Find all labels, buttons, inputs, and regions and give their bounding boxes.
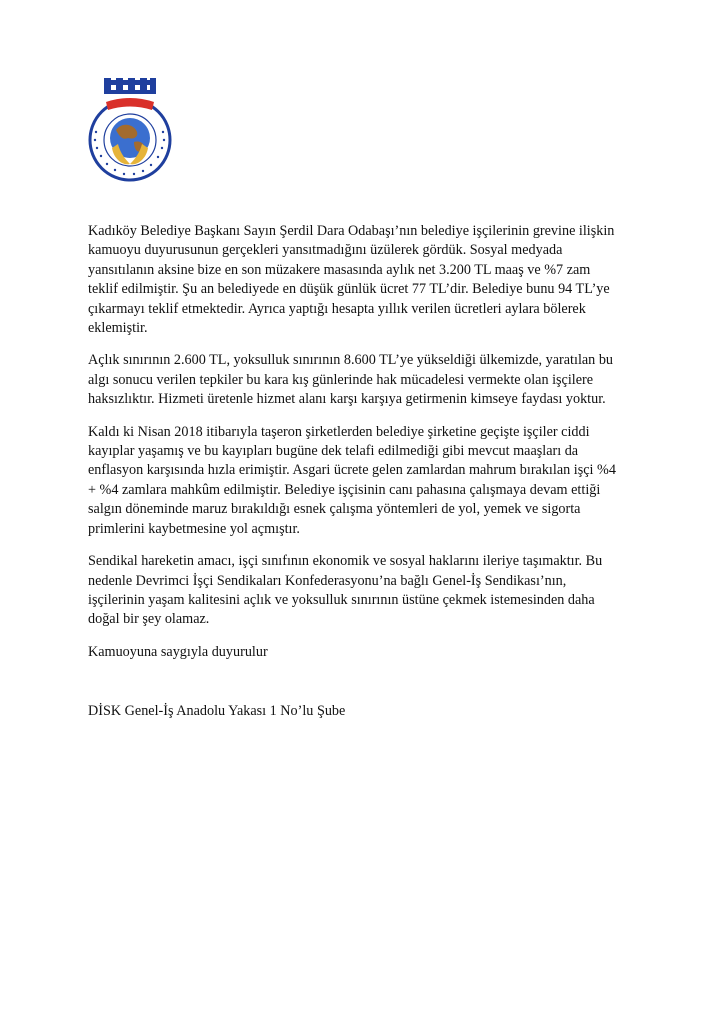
paragraph-4: Sendikal hareketin amacı, işçi sınıfının ekonomik ve sosyal haklarını ileriye taşımaktır. Bu nedenle Devrimci İşçi Sendikaları Konfederasyonu’na bağlı Genel-İş Sendikası’nın, işçilerinin yaşam kalitesini açlık ve yoksulluk sınırının üstüne çekmek istemesinden daha doğal bir şey olamaz.: [88, 553, 603, 628]
signature-line: DİSK Genel-İş Anadolu Yakası 1 No’lu Şube: [88, 703, 346, 719]
paragraph-2: Açlık sınırının 2.600 TL, yoksulluk sınırının 8.600 TL’ye yükseldiği ülkemizde, yaratılan bu algı sonucu verilen tepkiler bu kara kış günlerinde hak mücadelesi vermekte olan işçilere haksızlıktır. Hizmeti üretenle hizmet alanı karşı karşıya getirmenin kimseye faydası yoktur.: [88, 352, 614, 408]
paragraph-3: Kaldı ki Nisan 2018 itibarıyla taşeron şirketlerden belediye şirketine geçişte işçiler ciddi kayıplar yaşamış ve bu kayıpları bugüne dek telafi edilmediği gibi mevcut maaşları da enflasyon karşısında hızla erimiştir. Asgari ücrete gelen zamlardan mahrum bırakılan işçi %4 + %4 zamlara mahkûm edilmiştir. Belediye işçisinin canı pahasına çalışmaya devam ettiği salgın döneminde maruz bırakıldığı esnek çalışma yöntemleri de yol, yemek ve sigorta primlerini kaybetmesine yol açmıştır.: [88, 423, 616, 537]
union-logo: [84, 78, 176, 190]
union-emblem-icon: [84, 78, 176, 190]
statement-body: [88, 222, 648, 662]
paragraph-1: Kadıköy Belediye Başkanı Sayın Şerdil Dara Odabaşı’nın belediye işçilerinin grevine ilişkin kamuoyu duyurusunun gerçekleri yansıtmadığını üzülerek gördük. Sosyal medyada yansıtılanın aksine bize en son müzakere masasında aylık net 3.200 TL maaş ve %7 zam teklif edilmiştir. Şu an belediyede en düşük günlük ücret 77 TL’dir. Belediye bunu 94 TL’ye çıkarmayı teklif etmektedir. Ayrıca yaptığı hesapta yıllık verilen ücretleri aylara bölerek eklemiştir.: [88, 223, 615, 337]
closing-line: Kamuoyuna saygıyla duyurulur: [88, 643, 268, 660]
